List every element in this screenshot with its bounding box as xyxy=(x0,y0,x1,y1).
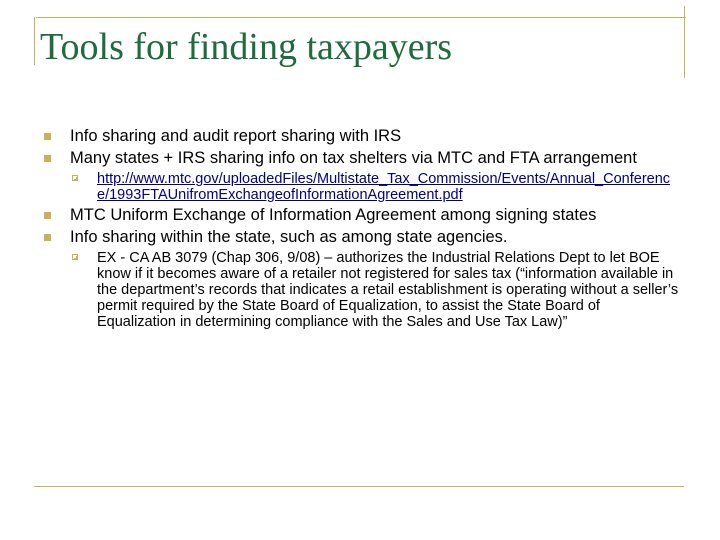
bullet-item xyxy=(42,149,682,168)
square-bullet-icon xyxy=(44,212,51,219)
bullet-list xyxy=(42,127,682,333)
bullet-item xyxy=(42,127,682,146)
bullet-item xyxy=(42,228,682,247)
frame-left-line xyxy=(34,17,35,65)
bullet-text: Info sharing within the state, such as among state agencies. xyxy=(70,228,508,246)
bullet-text: Info sharing and audit report sharing with IRS xyxy=(70,127,402,145)
square-bullet-icon xyxy=(44,234,51,241)
sub-bullet-item xyxy=(42,250,682,330)
hollow-square-bullet-icon xyxy=(72,175,78,181)
bullet-item xyxy=(42,206,682,225)
bullet-text: MTC Uniform Exchange of Information Agreement among signing states xyxy=(70,206,597,224)
frame-bottom-line xyxy=(34,486,684,487)
square-bullet-icon xyxy=(44,133,51,140)
frame-right-line xyxy=(684,6,685,78)
agreement-link[interactable]: http://www.mtc.gov/uploadedFiles/Multistate_Tax_Commission/Events/Annual_Conference/1993FTAUnifromExchangeofInformationAgreement.pdf xyxy=(97,171,671,203)
frame-top-line xyxy=(36,17,686,18)
sub-bullet-text: EX - CA AB 3079 (Chap 306, 9/08) – authorizes the Industrial Relations Dept to let BOE know if it becomes aware of a retailer not registered for sales tax (“information available in the department’s records that indicates a retail establishment is operating without a seller’s permit required by the State Board of Equalization, to assist the State Board of Equalization in determining compliance with the Sales and Use Tax Law)” xyxy=(97,250,679,330)
square-bullet-icon xyxy=(44,155,51,162)
bullet-text: Many states + IRS sharing info on tax shelters via MTC and FTA arrangement xyxy=(70,149,637,167)
slide-title: Tools for finding taxpayers xyxy=(40,26,453,68)
hollow-square-bullet-icon xyxy=(72,254,78,260)
sub-bullet-item xyxy=(42,171,682,203)
